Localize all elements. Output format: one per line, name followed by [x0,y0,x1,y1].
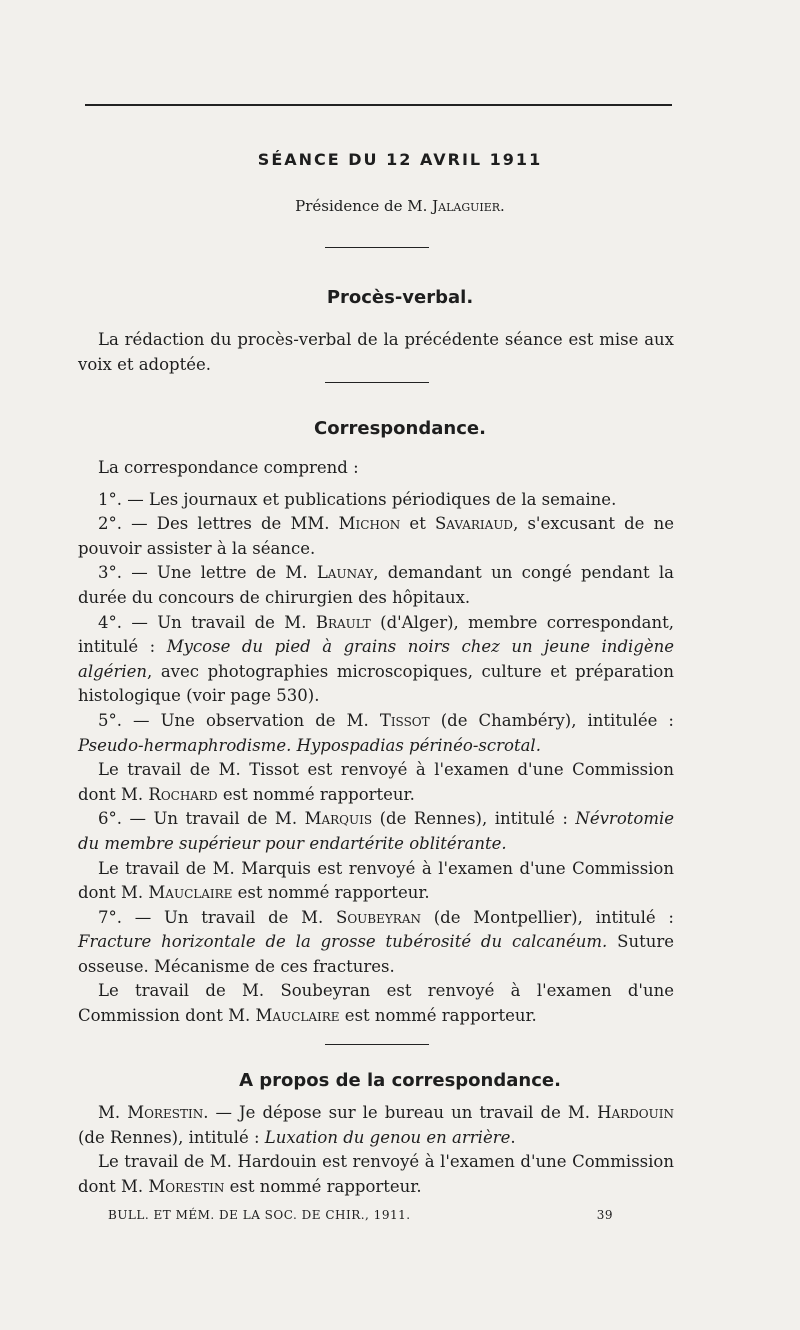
corr-item-5-followup [78,758,674,807]
heading-a-propos: A propos de la correspondance. [239,1070,561,1091]
person-name: Launay [316,563,374,583]
person-name: Mauclaire [255,1006,340,1026]
page-footer [108,1208,613,1222]
text-run: . [510,1127,516,1147]
text-run: 7°. — Un travail de M. [98,907,337,927]
person-name: Michon [338,514,401,534]
a-propos-p1 [78,1101,674,1150]
person-name: Morestin [148,1176,225,1196]
person-name: Soubeyran [336,907,421,927]
text-run: est nommé rapporteur. [217,784,415,804]
text-run: 3°. — Une lettre de M. [98,563,317,583]
person-name: Morestin [127,1103,204,1122]
text-run: 2°. — Des lettres de MM. [98,514,339,534]
corr-item-7-followup [78,979,674,1028]
correspondance-block [78,456,674,1029]
text-run: est nommé rapporteur. [339,1006,537,1026]
work-title: Fracture horizontale de la grosse tubérosité du calcanéum. [78,932,608,952]
person-name: Hardouin [597,1103,674,1122]
person-name: Savariaud [434,514,514,534]
text-run: Le travail de M. Tissot est renvoyé à l'examen d'une Commission dont M. [78,760,674,804]
text-run: est nommé rapporteur. [232,883,430,903]
text-run: est nommé rapporteur. [224,1176,422,1196]
text-run: , avec photographies microscopiques, culture et préparation histologique (voir page 530). [78,661,674,706]
text-run: Le travail de M. Soubeyran est renvoyé à l'examen d'une Commission dont M. [78,981,674,1026]
text-run: (d'Alger), membre correspondant, intitulé : [78,612,674,657]
text-run: Le travail de M. Hardouin est renvoyé à l'examen d'une Commission dont M. [78,1152,674,1196]
separator-rule [325,1044,429,1045]
top-rule [85,104,672,106]
corr-item-1: 1°. — Les journaux et publications périodiques de la semaine. [98,489,617,509]
presidence-prefix: Présidence de M. [295,197,433,215]
heading-correspondance: Correspondance. [314,418,486,439]
text-run: 4°. — Un travail de M. [98,612,316,632]
person-name: Marquis [304,809,373,829]
corr-item-5 [78,709,674,758]
text-run: (de Montpellier), intitulé : [421,907,674,927]
corr-item-4 [78,611,674,709]
proces-verbal-text: La rédaction du procès-verbal de la précédente séance est mise aux voix et adoptée. [78,330,674,374]
work-title: Pseudo-hermaphrodisme. Hypospadias périnéo-scrotal. [78,735,541,755]
text-run: et [400,514,435,534]
proces-verbal-block [78,328,674,377]
person-name: Rochard [148,784,218,804]
work-title: Mycose du pied à grains noirs chez un jeune indigène algérien [78,637,674,681]
page-number: 39 [596,1208,613,1222]
corr-item-7 [78,906,674,980]
president-name: Jalaguier [432,197,501,215]
separator-rule [325,247,429,248]
corr-item-2 [78,512,674,561]
work-title: Luxation du genou en arrière [264,1127,511,1147]
footer-journal: BULL. ET MÉM. DE LA SOC. DE CHIR., 1911. [108,1208,411,1222]
text-run: (de Rennes), intitulé : [372,809,576,829]
text-run: 6°. — Un travail de M. [98,809,305,829]
text-run: Le travail de M. Marquis est renvoyé à l'examen d'une Commission dont M. [78,858,674,903]
heading-proces-verbal: Procès-verbal. [326,287,474,308]
separator-rule [325,382,429,383]
text-run: (de Rennes), intitulé : [78,1127,265,1147]
text-run: M. [98,1103,128,1122]
corr-item-3 [78,561,674,610]
text-run: (de Chambéry), intitulée : [429,710,674,730]
corr-item-6 [78,807,674,856]
a-propos-p2 [78,1150,674,1199]
text-run: , s'excusant de ne pouvoir assister à la séance. [78,514,674,558]
text-run: , demandant un congé pendant la durée du concours de chirurgien des hôpitaux. [78,563,674,607]
a-propos-block [78,1101,674,1199]
text-run: 5°. — Une observation de M. [98,710,380,730]
presidence-line [0,197,800,215]
presidence-suffix: . [500,197,505,215]
person-name: Tissot [379,710,430,730]
text-run: . — Je dépose sur le bureau un travail de M. [203,1103,598,1122]
correspondance-intro: La correspondance comprend : [98,458,359,477]
person-name: Mauclaire [148,883,233,903]
corr-item-6-followup [78,857,674,906]
seance-title: SÉANCE DU 12 AVRIL 1911 [257,150,543,169]
text-run: Suture osseuse. Mécanisme de ces fractures. [78,932,674,976]
person-name: Brault [315,612,371,632]
work-title: Névrotomie du membre supérieur pour endartérite oblitérante. [78,809,675,853]
